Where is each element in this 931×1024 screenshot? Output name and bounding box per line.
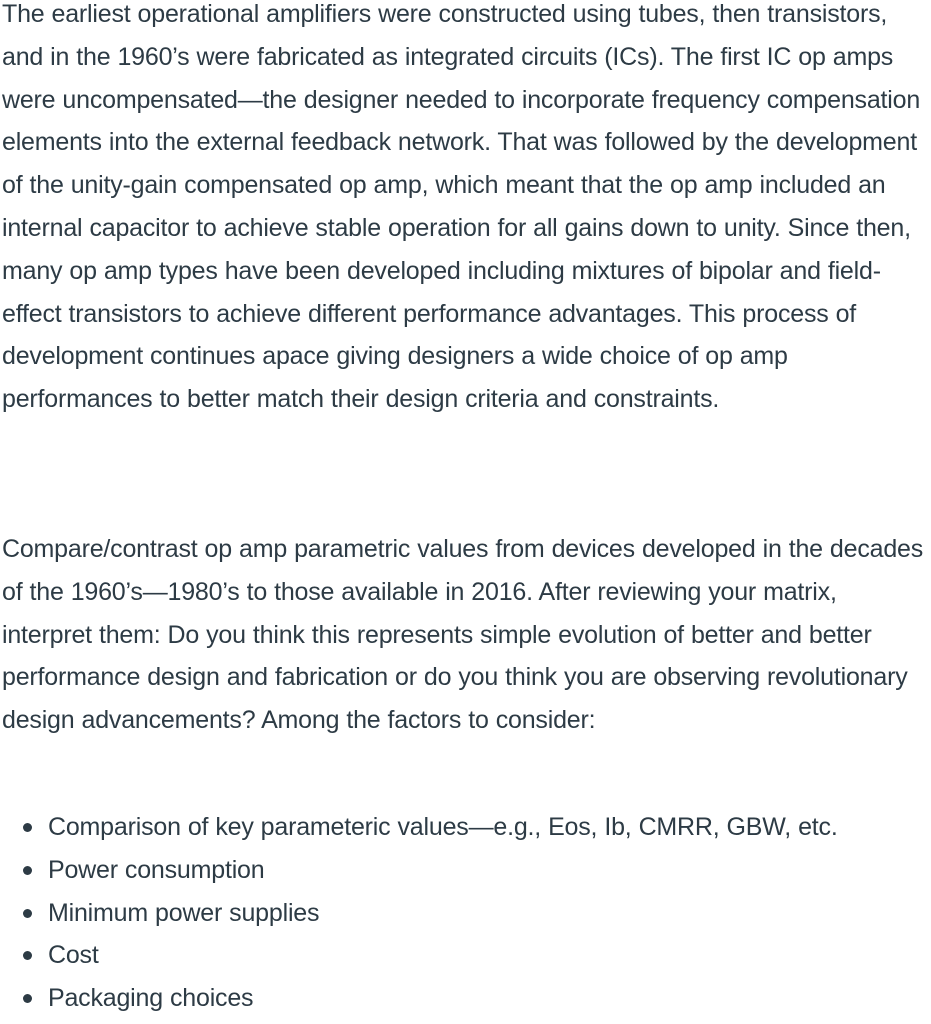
question-paragraph: Compare/contrast op amp parametric values from devices developed in the decades of the 1960’s—1980’s to those available in 2016. After reviewing your matrix, interpret them: Do you think this represents simple evolution of better and better performance design and fabrication or do you think you are observing revolutionary design advancements? Among the factors to consider: [2,535,924,735]
bullet-icon [23,951,32,960]
factor-text: Power consumption [48,855,265,884]
factor-text: Cost [48,941,99,970]
intro-paragraph: The earliest operational amplifiers were constructed using tubes, then transistors, and in the 1960’s were fabricated as integrated circuits (ICs). The first IC op amps were uncompensated—the designer needed to incorporate frequency compensation elements into the external feedback network. That was followed by the development of the unity-gain compensated op amp, which meant that the op amp included an internal capacitor to achieve stable operation for all gains down to unity. Since then, many op amp types have been developed including mixtures of bipolar and field-effect transistors to achieve different performance advantages. This process of development continues apace giving designers a wide choice of op amp performances to better match their design criteria and constraints. [2,0,921,414]
list-item [2,977,928,1020]
bullet-icon [23,823,32,832]
factor-text: Minimum power supplies [48,898,320,927]
list-item [2,892,928,935]
bullet-icon [23,909,32,918]
list-item [2,849,928,892]
list-item [2,934,928,977]
factor-text: Comparison of key parameteric values—e.g., Eos, Ib, CMRR, GBW, etc. [48,813,838,841]
factor-text: Packaging choices [48,984,254,1013]
list-item [2,806,928,849]
bullet-icon [23,866,32,875]
factors-list [2,806,928,1020]
bullet-icon [23,994,32,1003]
